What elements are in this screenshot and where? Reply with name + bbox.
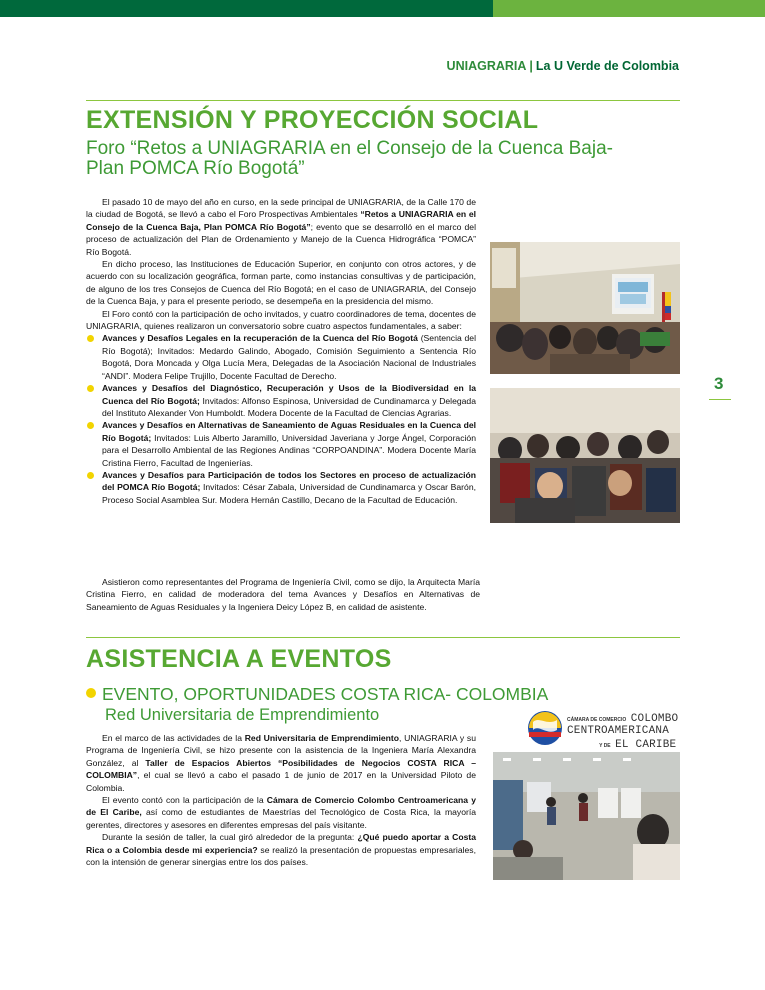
topics-list [86,332,476,506]
paragraph [86,196,476,258]
forum-subtitle-line-2: Plan POMCA Río Bogotá” [86,158,305,179]
paragraph: En dicho proceso, las Instituciones de Educación Superior, en conjunto con otros actores, y de acuerdo con su localización geográfica, forman parte, como instancias consultivas y de participación, de alguno de los tres Consejos de Cuenca del Río Bogotá; en el caso de UNIAGRARIA, del Consejo de la Cuenca Baja, y para el presente periodo, se desempeña en la presidencia del mismo. [86,259,476,307]
section2-body [86,732,476,868]
brand-name: UNIAGRARIA [446,59,527,73]
topic-title: Avances y Desafíos en Alternativas de Saneamiento de Aguas Residuales en la Cuenca del Río Bogotá; [102,420,476,443]
paragraph: El Foro contó con la participación de ocho invitados, y cuatro coordinadores de tema, docentes de UNIAGRARIA, quienes realizaron un conversatorio sobre cuatro aspectos fundamentales, a saber: [86,308,476,332]
text-run: se realizó la presentación de propuestas empresariales, con la intensión de generar sinergias entre los dos países. [86,844,476,868]
text-run: , UNIAGRARIA y su Programa de Ingeniería Civil, se hizo presente con la asistencia de la Ingeniera María Alexandra González, al [86,733,477,768]
logo-line-1: COLOMBO [630,713,679,725]
list-item [86,332,476,382]
text-run: , el cual se llevó a cabo el pasado 1 de junio de 2017 en la Universidad Piloto de Colombia. [86,770,476,793]
text-run: En el marco de las actividades de la [102,733,245,743]
text-run: ; evento que se desarrolló en el marco del proceso de actualización del Plan de Ordenamiento y Manejo de la Cuenca Hidrográfica “POMCA” Río Bogotá. [86,221,476,257]
topic-title: Avances y Desafíos para Participación de todos los Sectores en proceso de actualización del POMCA Río Bogotá; [102,469,476,493]
flag-globe-icon [527,710,563,746]
paragraph [86,732,476,794]
event-title [86,684,548,705]
section-title-events: ASISTENCIA A EVENTOS [86,645,392,673]
event-subtitle: Red Universitaria de Emprendimiento [105,706,380,724]
list-item [86,382,476,419]
top-color-bar-light [493,0,765,17]
camara-comercio-logo [527,707,680,749]
photo-illustration [490,242,680,374]
brand-tagline: La U Verde de Colombia [535,59,679,73]
header-brand [447,59,679,73]
forum-subtitle [86,139,613,179]
topic-title: Avances y Desafíos Legales en la recuperación de la Cuenca del Río Bogotá [102,333,418,344]
topic-details: Invitados: Alfonso Espinosa, Universidad de Cundinamarca y Delegada del Instituto Alexander Von Humboldt. Modera Docente de la Facultad de Ciencias Agrarias. [102,395,476,418]
paragraph [86,794,476,831]
paragraph: Asistieron como representantes del Programa de Ingeniería Civil, como se dijo, la Arquitecta María Cristina Fierro, en calidad de moderadora del tema Avances y Desafíos en Alternativas de Saneamiento de Aguas Residuales y la Ingeniera Deicy López B, en calidad de asistente. [86,577,480,612]
logo-text [567,711,678,752]
logo-line-2: CENTROAMERICANA [567,725,670,737]
section1-body-narrow [86,196,476,506]
page-number-underline [709,399,731,400]
text-run: El pasado 10 de mayo del año en curso, en la sede principal de UNIAGRARIA, de la Calle 170 de la ciudad de Bogotá, se llevó a cabo el Foro Prospectivas Ambientales [86,197,476,220]
photo-illustration [493,752,680,880]
text-run-bold: ¿Qué puedo aportar a Costa Rica o a Colombia desde mi experiencia? [86,832,476,855]
text-run-bold: Red Universitaria de Emprendimiento [244,733,400,743]
logo-small-text-2: Y DE [599,743,611,749]
brand-separator: | [529,59,533,73]
logo-line-3: EL CARIBE [615,739,677,751]
topic-details: Invitados: Luis Alberto Jaramillo, Universidad Javeriana y Jorge Ángel, Corporación para el Desarrollo Ambiental de las Regiones Andinas “CORPOANDINA”. Modera Docente María Cristina Fierro, Facultad de Ingenierías. [102,432,476,468]
photo-illustration [490,388,680,523]
paragraph [86,831,476,868]
text-run: El evento contó con la participación de la [102,795,267,806]
text-run-bold: Cámara de Comercio Colombo Centroamericana y de El Caribe, [86,795,476,818]
event-photo-workshop [493,752,680,880]
forum-photo-auditorium [490,242,680,374]
topic-title: Avances y Desafíos del Diagnóstico, Recuperación y Usos de la Biodiversidad en la Cuenca del Río Bogotá; [102,383,476,406]
text-run: Durante la sesión de taller, la cual giró alrededor de la pregunta: [102,832,358,843]
logo-small-text: CÁMARA DE COMERCIO [567,717,627,723]
bullet-dot [86,688,96,698]
forum-subtitle-line-1: Foro “Retos a UNIAGRARIA en el Consejo de la Cuenca Baja- [86,138,613,159]
topic-details: (Sentencia del Río Bogotá); Invitados: Medardo Galindo, Abogado, Comisión Seguimiento a Sentencia Río Bogotá, Dora Moncada y Olga Lucía Mera, Delegadas de la Asociación Nacional de Industriales “ANDI”. Modera Felipe Trujillo, Docente Facultad de Derecho. [102,333,476,381]
section-divider-1 [86,100,680,101]
section-title-extension: EXTENSIÓN Y PROYECCIÓN SOCIAL [86,106,539,134]
forum-photo-audience [490,388,680,523]
text-run-bold: Taller de Espacios Abiertos “Posibilidades de Negocios COSTA RICA – COLOMBIA” [86,757,476,781]
list-item [86,419,476,469]
list-item [86,469,476,506]
page-number: 3 [714,374,724,393]
topic-details: Invitados: César Zabala, Universidad de Cundinamarca y Oscar Barón, Proceso Social Asamblea Sur. Modera Hernán Castillo, Decano de la Facultad de Educación. [102,482,476,505]
section1-closing [86,576,480,613]
top-color-bar-dark [0,0,493,17]
text-run-bold: “Retos a UNIAGRARIA en el Consejo de la Cuenca Baja, Plan POMCA Río Bogotá” [86,209,476,232]
section-divider-2 [86,637,680,638]
event-title-text: EVENTO, OPORTUNIDADES COSTA RICA- COLOMBIA [102,684,549,704]
text-run: así como de estudiantes de Maestrías del Tecnológico de Costa Rica, la mayoría gerentes, directores y asesores en diferentes empresas del país visitante. [86,807,476,830]
